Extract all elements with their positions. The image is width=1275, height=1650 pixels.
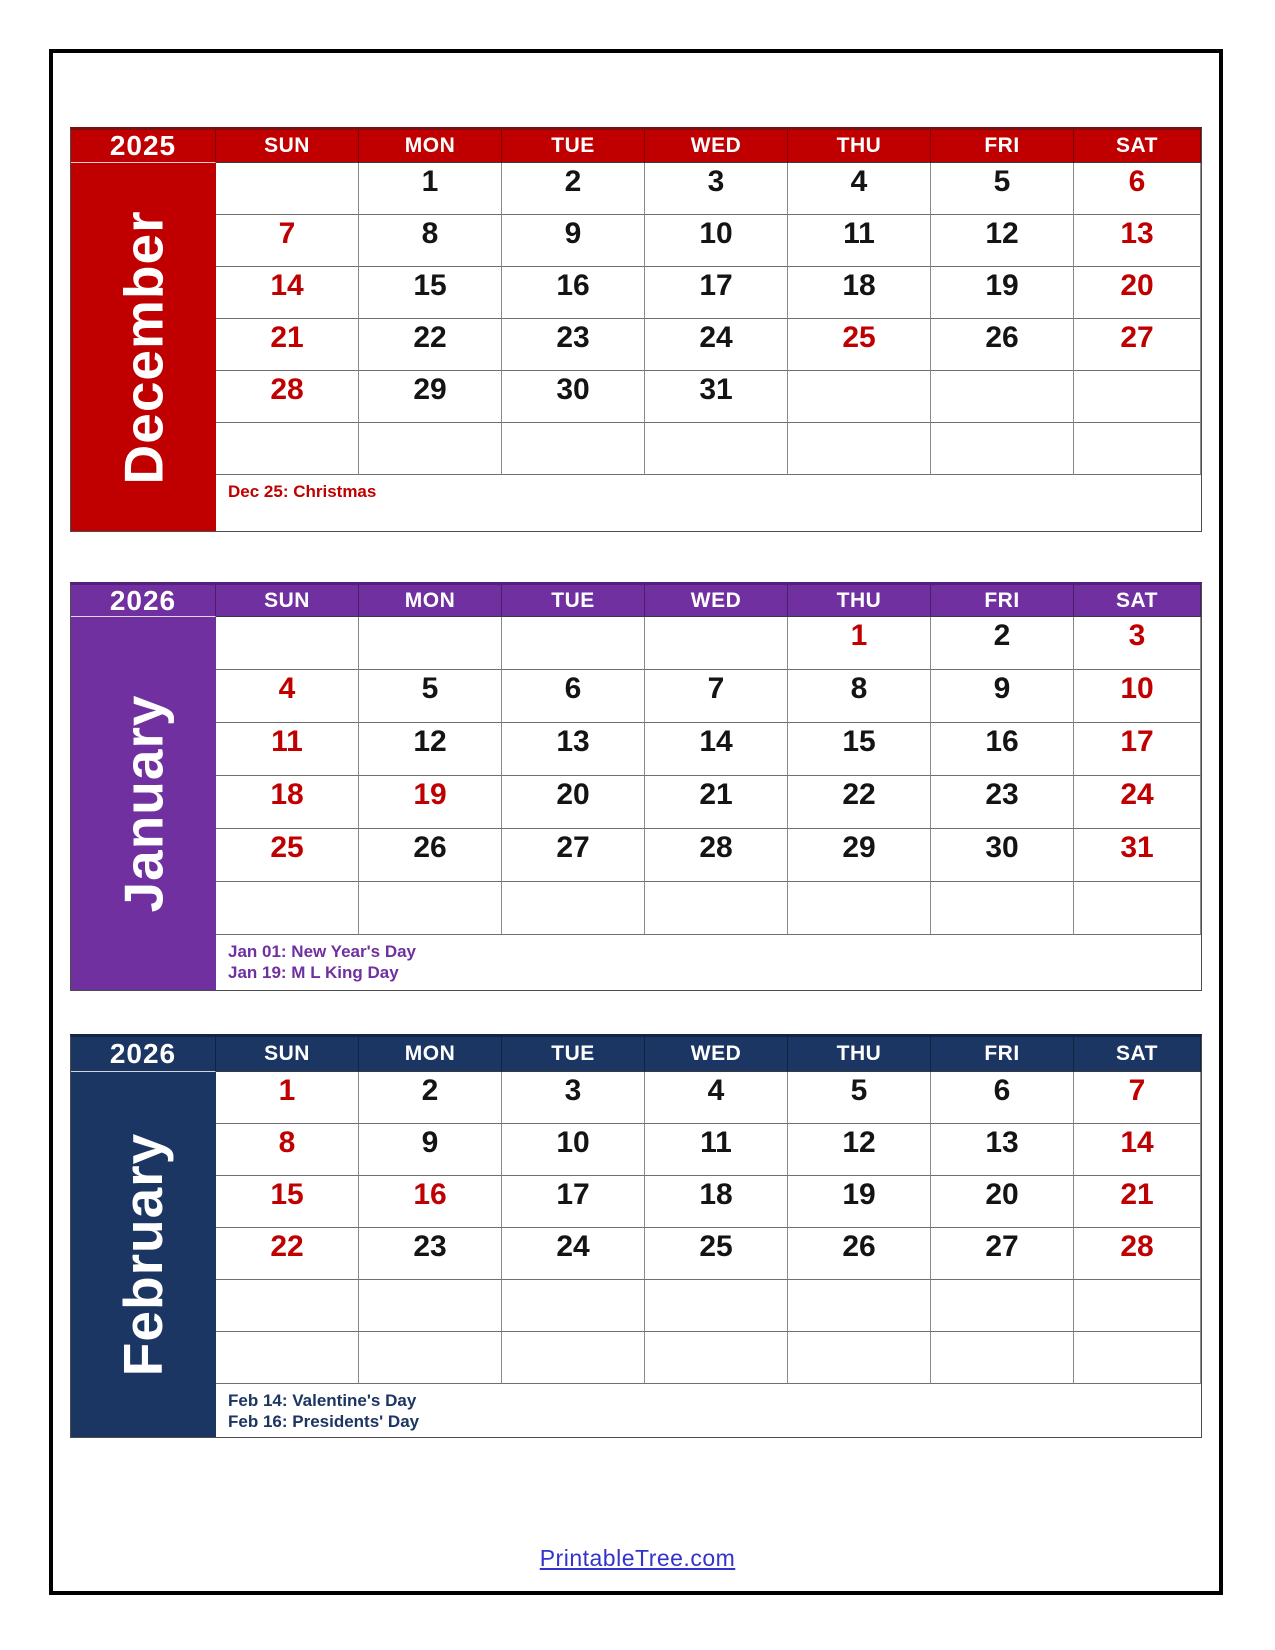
empty-cell: [502, 1332, 645, 1384]
empty-cell: [216, 882, 359, 935]
holiday-note: Feb 14: Valentine's Day: [228, 1391, 417, 1410]
holiday-notes: [216, 475, 1201, 531]
day-header-mon: MON: [359, 585, 502, 617]
day-header-thu: THU: [788, 585, 931, 617]
empty-cell: [645, 1332, 788, 1384]
date-cell: 12: [359, 723, 502, 776]
date-cell: 11: [788, 215, 931, 267]
date-cell: 1: [788, 617, 931, 670]
date-cell: 17: [1074, 723, 1201, 776]
date-cell: 10: [1074, 670, 1201, 723]
date-cell: 7: [645, 670, 788, 723]
day-header-sat: SAT: [1074, 1037, 1201, 1072]
date-cell: 27: [931, 1228, 1074, 1280]
date-cell: 7: [216, 215, 359, 267]
month-name-label: January: [112, 694, 175, 913]
date-cell: 15: [788, 723, 931, 776]
date-cell: 30: [931, 829, 1074, 882]
empty-cell: [502, 882, 645, 935]
date-cell: 18: [788, 267, 931, 319]
year-label: 2025: [71, 130, 216, 163]
date-cell: 1: [359, 163, 502, 215]
day-header-wed: WED: [645, 1037, 788, 1072]
date-cell: 9: [502, 215, 645, 267]
date-cell: 31: [645, 371, 788, 423]
date-cell: 12: [788, 1124, 931, 1176]
date-cell: 25: [645, 1228, 788, 1280]
date-cell: 11: [216, 723, 359, 776]
date-cell: 22: [359, 319, 502, 371]
month-sidebar: [71, 163, 216, 531]
date-cell: 10: [645, 215, 788, 267]
empty-cell: [931, 371, 1074, 423]
day-header-sun: SUN: [216, 585, 359, 617]
empty-cell: [931, 1280, 1074, 1332]
date-cell: 15: [216, 1176, 359, 1228]
date-cell: 14: [216, 267, 359, 319]
date-cell: 26: [359, 829, 502, 882]
date-cell: 10: [502, 1124, 645, 1176]
holiday-notes: [216, 1384, 1201, 1437]
date-cell: 9: [931, 670, 1074, 723]
day-header-thu: THU: [788, 130, 931, 163]
empty-cell: [788, 423, 931, 475]
empty-cell: [216, 163, 359, 215]
date-cell: 7: [1074, 1072, 1201, 1124]
date-cell: 6: [1074, 163, 1201, 215]
empty-cell: [359, 423, 502, 475]
date-cell: 16: [359, 1176, 502, 1228]
date-cell: 24: [1074, 776, 1201, 829]
day-header-sat: SAT: [1074, 585, 1201, 617]
date-cell: 8: [788, 670, 931, 723]
date-cell: 6: [502, 670, 645, 723]
date-cell: 1: [216, 1072, 359, 1124]
date-cell: 19: [359, 776, 502, 829]
holiday-note: Dec 25: Christmas: [228, 482, 377, 501]
holiday-notes: [216, 935, 1201, 990]
date-cell: 5: [931, 163, 1074, 215]
empty-cell: [788, 1280, 931, 1332]
date-cell: 23: [359, 1228, 502, 1280]
date-cell: 28: [645, 829, 788, 882]
date-cell: 22: [216, 1228, 359, 1280]
date-cell: 25: [216, 829, 359, 882]
empty-cell: [502, 617, 645, 670]
date-cell: 2: [359, 1072, 502, 1124]
date-cell: 3: [1074, 617, 1201, 670]
date-cell: 26: [788, 1228, 931, 1280]
empty-cell: [359, 1280, 502, 1332]
empty-cell: [788, 371, 931, 423]
date-cell: 25: [788, 319, 931, 371]
date-cell: 23: [502, 319, 645, 371]
day-header-mon: MON: [359, 130, 502, 163]
day-header-wed: WED: [645, 585, 788, 617]
day-header-sat: SAT: [1074, 130, 1201, 163]
date-cell: 24: [645, 319, 788, 371]
holiday-note: Feb 16: Presidents' Day: [228, 1412, 420, 1432]
date-cell: 17: [502, 1176, 645, 1228]
day-header-tue: TUE: [502, 1037, 645, 1072]
date-cell: 27: [502, 829, 645, 882]
date-cell: 16: [502, 267, 645, 319]
date-cell: 26: [931, 319, 1074, 371]
empty-cell: [788, 1332, 931, 1384]
day-header-thu: THU: [788, 1037, 931, 1072]
date-cell: 29: [359, 371, 502, 423]
date-cell: 14: [1074, 1124, 1201, 1176]
empty-cell: [931, 423, 1074, 475]
date-cell: 6: [931, 1072, 1074, 1124]
date-cell: 13: [502, 723, 645, 776]
day-header-fri: FRI: [931, 585, 1074, 617]
date-cell: 13: [1074, 215, 1201, 267]
date-cell: 28: [216, 371, 359, 423]
empty-cell: [645, 1280, 788, 1332]
empty-cell: [1074, 882, 1201, 935]
date-cell: 21: [1074, 1176, 1201, 1228]
empty-cell: [788, 882, 931, 935]
empty-cell: [216, 617, 359, 670]
date-cell: 21: [216, 319, 359, 371]
day-header-tue: TUE: [502, 585, 645, 617]
date-cell: 22: [788, 776, 931, 829]
date-cell: 19: [788, 1176, 931, 1228]
date-cell: 16: [931, 723, 1074, 776]
empty-cell: [502, 423, 645, 475]
day-header-sun: SUN: [216, 130, 359, 163]
month-sidebar: [71, 1072, 216, 1437]
empty-cell: [502, 1280, 645, 1332]
date-cell: 29: [788, 829, 931, 882]
date-cell: 18: [645, 1176, 788, 1228]
date-cell: 8: [359, 215, 502, 267]
date-cell: 31: [1074, 829, 1201, 882]
holiday-note: Jan 01: New Year's Day: [228, 942, 417, 961]
empty-cell: [931, 882, 1074, 935]
date-cell: 28: [1074, 1228, 1201, 1280]
date-cell: 4: [216, 670, 359, 723]
month-sidebar: [71, 617, 216, 990]
empty-cell: [1074, 371, 1201, 423]
empty-cell: [1074, 1332, 1201, 1384]
year-label: 2026: [71, 585, 216, 617]
empty-cell: [216, 1332, 359, 1384]
empty-cell: [645, 423, 788, 475]
date-cell: 27: [1074, 319, 1201, 371]
month-calendar-december: [70, 127, 1202, 532]
date-cell: 20: [502, 776, 645, 829]
date-cell: 18: [216, 776, 359, 829]
date-cell: 15: [359, 267, 502, 319]
day-header-fri: FRI: [931, 130, 1074, 163]
date-cell: 20: [1074, 267, 1201, 319]
empty-cell: [645, 617, 788, 670]
month-calendar-january: [70, 582, 1202, 991]
year-label: 2026: [71, 1037, 216, 1072]
date-cell: 30: [502, 371, 645, 423]
month-name-label: December: [112, 210, 175, 484]
page-footer: [0, 1545, 1275, 1572]
day-header-sun: SUN: [216, 1037, 359, 1072]
date-cell: 24: [502, 1228, 645, 1280]
date-cell: 2: [502, 163, 645, 215]
empty-cell: [359, 617, 502, 670]
date-cell: 3: [502, 1072, 645, 1124]
date-cell: 5: [788, 1072, 931, 1124]
empty-cell: [216, 423, 359, 475]
footer-link[interactable]: PrintableTree.com: [539, 1545, 736, 1571]
empty-cell: [645, 882, 788, 935]
date-cell: 3: [645, 163, 788, 215]
empty-cell: [1074, 1280, 1201, 1332]
date-cell: 21: [645, 776, 788, 829]
day-header-tue: TUE: [502, 130, 645, 163]
empty-cell: [216, 1280, 359, 1332]
empty-cell: [359, 1332, 502, 1384]
date-cell: 20: [931, 1176, 1074, 1228]
empty-cell: [1074, 423, 1201, 475]
month-calendar-february: [70, 1034, 1202, 1438]
day-header-wed: WED: [645, 130, 788, 163]
empty-cell: [931, 1332, 1074, 1384]
day-header-fri: FRI: [931, 1037, 1074, 1072]
date-cell: 19: [931, 267, 1074, 319]
month-name-label: February: [112, 1132, 174, 1377]
holiday-note: Jan 19: M L King Day: [228, 963, 399, 983]
date-cell: 2: [931, 617, 1074, 670]
date-cell: 4: [645, 1072, 788, 1124]
date-cell: 23: [931, 776, 1074, 829]
date-cell: 14: [645, 723, 788, 776]
date-cell: 5: [359, 670, 502, 723]
date-cell: 9: [359, 1124, 502, 1176]
date-cell: 17: [645, 267, 788, 319]
date-cell: 4: [788, 163, 931, 215]
day-header-mon: MON: [359, 1037, 502, 1072]
date-cell: 8: [216, 1124, 359, 1176]
empty-cell: [359, 882, 502, 935]
date-cell: 11: [645, 1124, 788, 1176]
date-cell: 13: [931, 1124, 1074, 1176]
date-cell: 12: [931, 215, 1074, 267]
